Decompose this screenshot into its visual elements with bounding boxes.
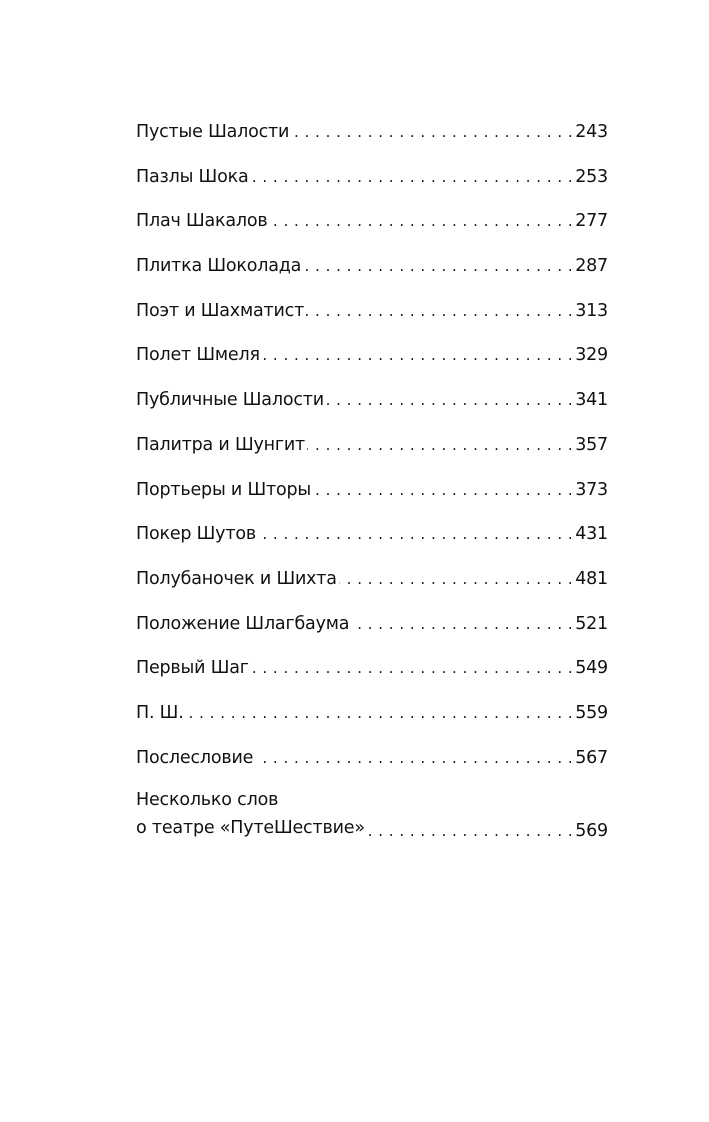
- toc-entry-page: 357: [575, 434, 608, 455]
- dot-leader: [313, 479, 573, 501]
- toc-entry-page: 287: [575, 256, 608, 277]
- toc-entry-title: Плитка Шоколада: [136, 256, 302, 277]
- dot-leader: [255, 747, 573, 769]
- toc-entry-title: Публичные Шалости: [136, 390, 324, 411]
- toc-entry-page: 373: [575, 479, 608, 500]
- toc-entry-title: Плач Шакалов: [136, 211, 268, 232]
- toc-entry-title: [136, 786, 365, 842]
- toc-entry: [136, 188, 608, 233]
- toc-entry: [136, 590, 608, 635]
- toc-entry-title: Портьеры и Шторы: [136, 479, 312, 500]
- dot-leader: [303, 255, 573, 277]
- toc-entry-title: Положение Шлагбаума: [136, 613, 350, 634]
- toc-entry-page: 567: [575, 747, 608, 768]
- dot-leader: [262, 344, 573, 366]
- toc-entry-title: Полет Шмеля: [136, 345, 260, 366]
- toc-entry-page: 329: [575, 345, 608, 366]
- dot-leader: [258, 523, 573, 545]
- toc-entry: [136, 501, 608, 546]
- toc-entry: [136, 322, 608, 367]
- toc-entry: [136, 232, 608, 277]
- toc-entry-page: 481: [575, 568, 608, 589]
- toc-entry-title: Полубаночек и Шихта: [136, 568, 337, 589]
- toc-entry: [136, 277, 608, 322]
- toc-entry-title: Покер Шутов: [136, 524, 256, 545]
- toc-entry: [136, 545, 608, 590]
- toc-entry: [136, 143, 608, 188]
- dot-leader: [306, 300, 573, 322]
- toc-entry: [136, 456, 608, 501]
- toc-entry-title-line1: Несколько слов: [136, 789, 279, 810]
- toc-entry-last: [136, 769, 608, 842]
- dot-leader: [351, 613, 573, 635]
- toc-entry-page: 559: [575, 702, 608, 723]
- toc-entry-page: 431: [575, 524, 608, 545]
- toc-entry-title: Первый Шаг: [136, 658, 249, 679]
- dot-leader: [367, 820, 573, 842]
- dot-leader: [291, 121, 573, 143]
- toc-entry-title: Пустые Шалости: [136, 122, 290, 142]
- toc-entry-title: Палитра и Шунгит: [136, 434, 306, 455]
- toc-entry: [136, 113, 608, 143]
- toc-entry-page: 253: [575, 166, 608, 187]
- dot-leader: [251, 657, 573, 679]
- toc-entry: [136, 366, 608, 411]
- dot-leader: [270, 210, 574, 232]
- toc-entry-page: 521: [575, 613, 608, 634]
- toc-entry-title-line2: о театре «ПутеШествие»: [136, 817, 365, 838]
- dot-leader: [326, 389, 573, 411]
- dot-leader: [186, 702, 574, 724]
- toc-entry-title: П. Ш.: [136, 702, 184, 723]
- toc-entry: [136, 724, 608, 769]
- toc-entry-title: Пазлы Шока: [136, 166, 249, 187]
- toc-entry-page: 243: [575, 122, 608, 142]
- table-of-contents: [136, 113, 608, 842]
- toc-entry-page: 341: [575, 390, 608, 411]
- toc-entry-page: 313: [575, 300, 608, 321]
- toc-entry: [136, 679, 608, 724]
- toc-entry-page: 569: [575, 820, 608, 841]
- toc-entry: [136, 635, 608, 680]
- toc-entry-title: Поэт и Шахматист: [136, 300, 305, 321]
- dot-leader: [339, 568, 573, 590]
- toc-entry: [136, 411, 608, 456]
- dot-leader: [250, 166, 573, 188]
- toc-entry-title: Послесловие: [136, 747, 254, 768]
- toc-entry-page: 277: [575, 211, 608, 232]
- dot-leader: [307, 434, 573, 456]
- toc-entry-page: 549: [575, 658, 608, 679]
